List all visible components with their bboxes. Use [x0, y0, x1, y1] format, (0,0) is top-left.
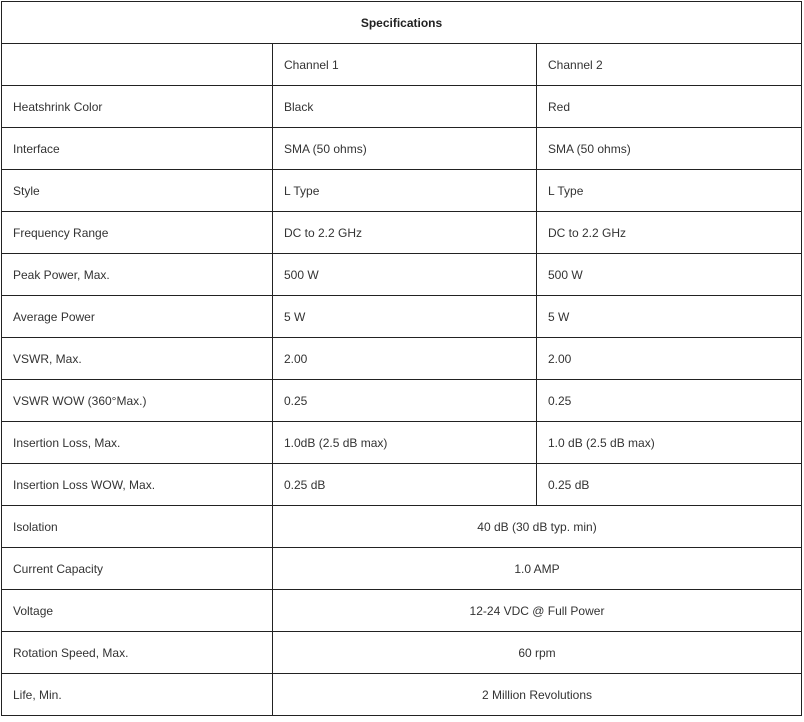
channel-1-value: DC to 2.2 GHz	[273, 212, 537, 254]
row-label: VSWR WOW (360°Max.)	[2, 380, 273, 422]
merged-table-row	[2, 548, 802, 590]
table-row	[2, 254, 802, 296]
shared-value: 1.0 AMP	[273, 548, 802, 590]
channel-1-value: 500 W	[273, 254, 537, 296]
channel-2-value: Red	[537, 86, 802, 128]
shared-value: 2 Million Revolutions	[273, 674, 802, 716]
channel-2-value: 2.00	[537, 338, 802, 380]
table-row	[2, 296, 802, 338]
shared-value: 12-24 VDC @ Full Power	[273, 590, 802, 632]
table-row	[2, 338, 802, 380]
merged-table-row	[2, 674, 802, 716]
shared-value: 60 rpm	[273, 632, 802, 674]
channel-2-value: 1.0 dB (2.5 dB max)	[537, 422, 802, 464]
row-label: Heatshrink Color	[2, 86, 273, 128]
channel-1-value: SMA (50 ohms)	[273, 128, 537, 170]
channel-2-value: 0.25	[537, 380, 802, 422]
table-row	[2, 380, 802, 422]
row-label: Style	[2, 170, 273, 212]
merged-table-row	[2, 506, 802, 548]
channel-1-value: Black	[273, 86, 537, 128]
row-label: Frequency Range	[2, 212, 273, 254]
table-row	[2, 86, 802, 128]
channel-1-value: 5 W	[273, 296, 537, 338]
header-channel-2: Channel 2	[537, 44, 802, 86]
channel-header-row	[2, 44, 802, 86]
merged-table-row	[2, 632, 802, 674]
specifications-table	[1, 1, 802, 716]
title-row	[2, 2, 802, 44]
header-channel-1: Channel 1	[273, 44, 537, 86]
channel-2-value: DC to 2.2 GHz	[537, 212, 802, 254]
row-label: VSWR, Max.	[2, 338, 273, 380]
row-label: Average Power	[2, 296, 273, 338]
channel-1-value: 0.25	[273, 380, 537, 422]
channel-2-value: 0.25 dB	[537, 464, 802, 506]
row-label: Life, Min.	[2, 674, 273, 716]
shared-value: 40 dB (30 dB typ. min)	[273, 506, 802, 548]
merged-table-row	[2, 590, 802, 632]
row-label: Insertion Loss WOW, Max.	[2, 464, 273, 506]
channel-2-value: 5 W	[537, 296, 802, 338]
channel-2-value: 500 W	[537, 254, 802, 296]
table-row	[2, 128, 802, 170]
table-row	[2, 170, 802, 212]
channel-1-value: 0.25 dB	[273, 464, 537, 506]
row-label: Voltage	[2, 590, 273, 632]
row-label: Interface	[2, 128, 273, 170]
row-label: Peak Power, Max.	[2, 254, 273, 296]
channel-1-value: 1.0dB (2.5 dB max)	[273, 422, 537, 464]
row-label: Isolation	[2, 506, 273, 548]
table-row	[2, 464, 802, 506]
table-title: Specifications	[2, 2, 802, 44]
channel-2-value: L Type	[537, 170, 802, 212]
table-row	[2, 422, 802, 464]
row-label: Current Capacity	[2, 548, 273, 590]
row-label: Insertion Loss, Max.	[2, 422, 273, 464]
channel-1-value: L Type	[273, 170, 537, 212]
table-row	[2, 212, 802, 254]
header-empty-cell	[2, 44, 273, 86]
row-label: Rotation Speed, Max.	[2, 632, 273, 674]
channel-2-value: SMA (50 ohms)	[537, 128, 802, 170]
channel-1-value: 2.00	[273, 338, 537, 380]
